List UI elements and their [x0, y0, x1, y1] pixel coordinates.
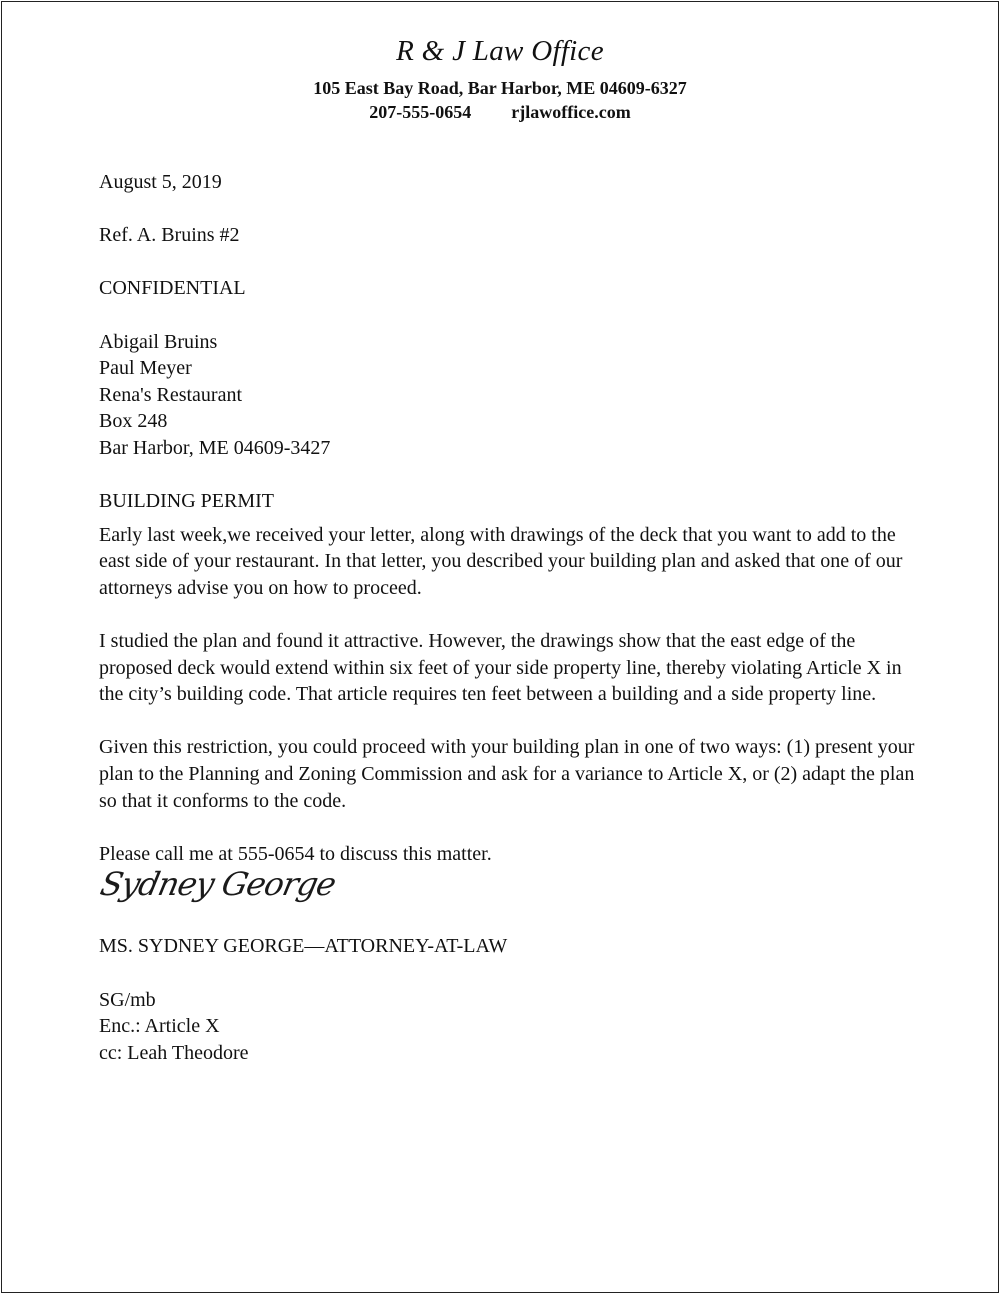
recipient-line: Abigail Bruins — [99, 330, 218, 353]
recipient-line: Box 248 — [99, 410, 168, 433]
letterhead — [2, 32, 998, 124]
firm-name: R & J Law Office — [396, 35, 604, 67]
firm-website: rjlawoffice.com — [511, 102, 631, 122]
confidential-notation: CONFIDENTIAL — [99, 277, 246, 300]
firm-phone: 207-555-0654 — [369, 102, 472, 122]
firm-address: 105 East Bay Road, Bar Harbor, ME 04609-6327 — [313, 78, 687, 98]
signer-name: MS. SYDNEY GEORGE—ATTORNEY-AT-LAW — [99, 935, 508, 958]
handwritten-signature — [99, 867, 919, 933]
signature-script: Sydney George — [97, 865, 339, 904]
cc-notation: cc: Leah Theodore — [99, 1041, 249, 1064]
letter-page — [1, 1, 999, 1293]
body-paragraph: I studied the plan and found it attractive. However, the drawings show that the east edge of the proposed deck would extend within six feet of your side property line, thereby violating Article X in the city’s building code. That article requires ten feet between a building and a side property line. — [99, 630, 902, 706]
letter-date: August 5, 2019 — [99, 171, 222, 193]
enclosure-notation: Enc.: Article X — [99, 1015, 220, 1038]
letter-body — [99, 169, 919, 1066]
body-paragraph: Given this restriction, you could proceed with your building plan in one of two ways: (1) present your plan to the Planning and Zoning Commission and ask for a variance to Article X, or (2) adapt the plan so that it conforms to the code. — [99, 736, 915, 812]
recipient-line: Bar Harbor, ME 04609-3427 — [99, 436, 331, 459]
recipient-line: Rena's Restaurant — [99, 383, 243, 406]
body-paragraph: Early last week,we received your letter, along with drawings of the deck that you want to add to the east side of your restaurant. In that letter, you described your building plan and asked that one of our attorneys advise you on how to proceed. — [99, 523, 903, 599]
reference-initials: SG/mb — [99, 988, 156, 1011]
inside-address — [99, 329, 919, 462]
firm-contact — [2, 100, 998, 124]
body-paragraph: Please call me at 555-0654 to discuss this matter. — [99, 842, 492, 865]
reference-line: Ref. A. Bruins #2 — [99, 224, 240, 247]
recipient-line: Paul Meyer — [99, 357, 192, 380]
subject-line: BUILDING PERMIT — [99, 490, 274, 513]
